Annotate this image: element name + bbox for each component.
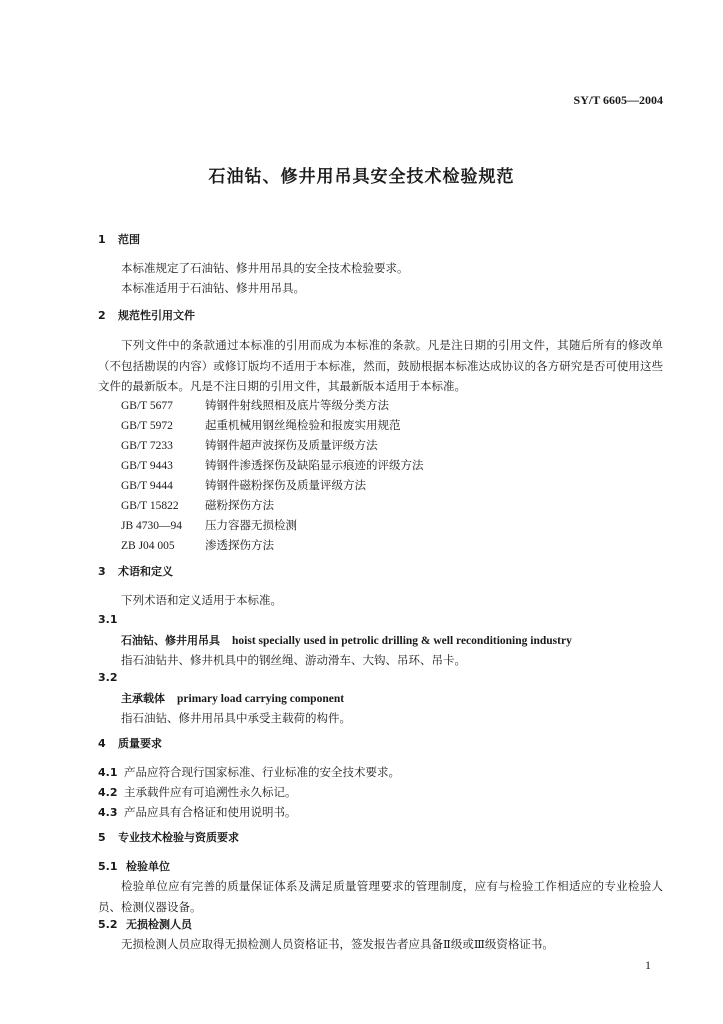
reference-code: GB/T 9443 [121,460,173,472]
reference-code: ZB J04 005 [121,540,175,552]
requirement-item [98,762,400,783]
term-heading [121,630,572,651]
terms-intro: 下列术语和定义适用于本标准。 [121,593,282,607]
reference-item [121,415,401,436]
item-number: 4.1 [98,766,118,779]
term-definition: 指石油钻井、修井机具中的钢丝绳、游动滑车、大钩、吊环、吊卡。 [121,653,466,667]
subsection-paragraph: 无损检测人员应取得无损检测人员资格证书，签发报告者应具备Ⅱ级或Ⅲ级资格证书。 [121,937,554,951]
reference-title: 渗透探伤方法 [205,538,274,552]
requirement-item [98,802,297,823]
scope-line-2: 本标准适用于石油钻、修井用吊具。 [121,281,305,295]
term-heading [121,688,344,709]
section-title: 专业技术检验与资质要求 [118,831,239,844]
reference-title: 铸钢件超声波探伤及质量评级方法 [205,438,378,452]
subsection-title: 无损检测人员 [126,918,192,931]
reference-item [121,495,274,516]
requirement-item [98,782,297,803]
reference-item [121,395,389,416]
section-number: 2 [98,309,106,322]
subsection-number: 5.2 [98,918,118,931]
reference-code: GB/T 15822 [121,500,179,512]
subsection-heading [98,856,170,877]
reference-item [121,435,378,456]
reference-code: GB/T 5677 [121,400,173,412]
section-1-heading [98,230,140,250]
section-title: 术语和定义 [118,565,173,578]
section-4-heading [98,734,162,754]
section-number: 3 [98,565,106,578]
subsection-heading [98,914,192,935]
term-number: 3.1 [98,613,118,626]
reference-item [121,475,366,496]
standard-code: SY/T 6605—2004 [573,93,663,107]
section-3-heading [98,562,173,582]
section-title: 范围 [118,233,140,246]
subsection-number: 5.1 [98,860,118,873]
item-number: 4.3 [98,806,118,819]
section-2-heading [98,306,195,326]
reference-code: GB/T 5972 [121,420,173,432]
reference-title: 铸钢件射线照相及底片等级分类方法 [205,398,389,412]
section-number: 1 [98,233,106,246]
item-text: 主承载件应有可追溯性永久标记。 [124,785,297,799]
section-title: 规范性引用文件 [118,309,195,322]
reference-title: 铸钢件磁粉探伤及质量评级方法 [205,478,366,492]
reference-code: GB/T 9444 [121,480,173,492]
item-number: 4.2 [98,786,118,799]
page-number: 1 [645,958,651,972]
subsection-paragraph: 检验单位应有完善的质量保证体系及满足质量管理要求的管理制度，应有与检验工作相适应的专业检验人员、检测仪器设备。 [98,879,663,914]
document-title: 石油钻、修井用吊具安全技术检验规范 [208,167,515,187]
reference-item [121,455,424,476]
reference-title: 压力容器无损检测 [205,518,297,532]
reference-title: 铸钢件渗透探伤及缺陷显示痕迹的评级方法 [205,458,424,472]
term-english: primary load carrying component [177,693,345,705]
term-chinese: 石油钻、修井用吊具 [121,634,220,647]
reference-code: GB/T 7233 [121,440,173,452]
item-text: 产品应符合现行国家标准、行业标准的安全技术要求。 [124,765,400,779]
reference-title: 起重机械用钢丝绳检验和报废实用规范 [205,418,401,432]
item-text: 产品应具有合格证和使用说明书。 [124,805,297,819]
term-number: 3.2 [98,671,118,684]
subsection-title: 检验单位 [126,860,170,873]
term-definition: 指石油钻、修井用吊具中承受主载荷的构件。 [121,711,351,725]
section-number: 5 [98,831,106,844]
reference-code: JB 4730—94 [121,520,183,532]
normative-references-paragraph: 下列文件中的条款通过本标准的引用而成为本标准的条款。凡是注日期的引用文件，其随后所有的修改单（不包括勘误的内容）或修订版均不适用于本标准，然而，鼓励根据本标准达成协议的各方研究是否可使用这些文件的最新版本。凡是不注日期的引用文件，其最新版本适用于本标准。 [98,338,663,393]
scope-line-1: 本标准规定了石油钻、修井用吊具的安全技术检验要求。 [121,261,409,275]
section-title: 质量要求 [118,737,162,750]
reference-item [121,515,297,536]
term-chinese: 主承载体 [121,692,165,705]
term-english: hoist specially used in petrolic drilling & well reconditioning industry [232,635,572,647]
section-5-heading [98,828,239,848]
section-number: 4 [98,737,106,750]
reference-title: 磁粉探伤方法 [205,498,274,512]
reference-item [121,535,274,556]
